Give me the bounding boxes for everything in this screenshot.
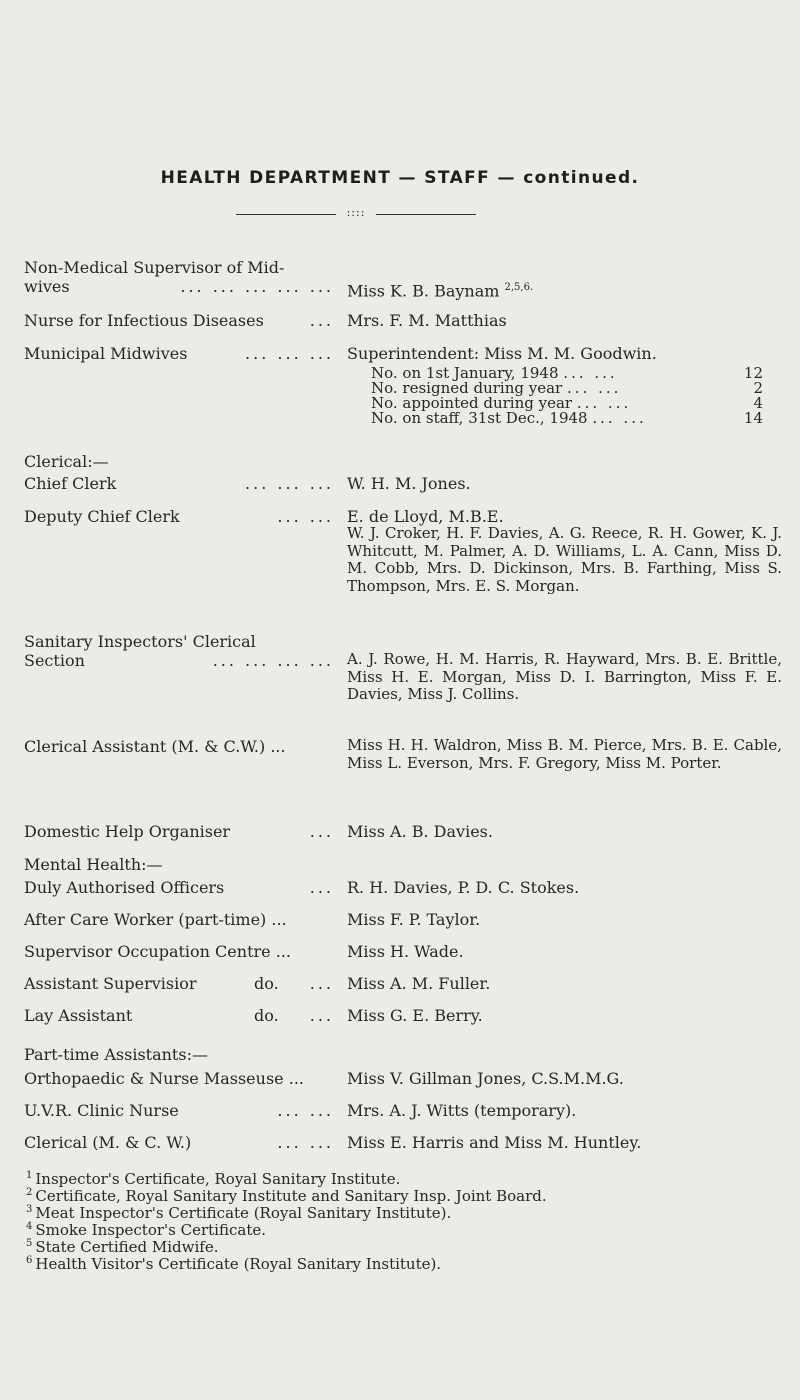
heading-clerical: Clerical:—	[24, 452, 109, 471]
value-authorised-officers: R. H. Davies, P. D. C. Stokes.	[347, 878, 580, 897]
footnote: $^4$ Smoke Inspector's Certificate.	[26, 1221, 266, 1239]
divider-line-right	[376, 214, 476, 215]
label-sanitary-clerical: Sanitary Inspectors' Clerical Section ... ... ... ...	[24, 632, 334, 670]
label-occupation-supervisor: Supervisor Occupation Centre ...	[24, 942, 291, 961]
label-chief-clerk: Chief Clerk ... ... ...	[24, 474, 334, 493]
page-title: HEALTH DEPARTMENT — STAFF — continued.	[160, 168, 640, 188]
label-municipal-midwives: Municipal Midwives ... ... ...	[24, 344, 334, 363]
value-domestic-help: Miss A. B. Davies.	[347, 822, 493, 841]
value-after-care: Miss F. P. Taylor.	[347, 910, 481, 929]
label-after-care: After Care Worker (part-time) ...	[24, 910, 287, 929]
value-clerical-staff: W. J. Croker, H. F. Davies, A. G. Reece, R. H. Gower, K. J. Whitcutt, M. Palmer, A. D. Williams, L. A. Cann, Miss D. M. Cobb, Mrs. D. Dickinson, Mrs. B. Farthing, Miss S. Thompson, Mrs. E. S. Morgan.	[347, 524, 782, 595]
section-divider	[236, 208, 476, 222]
value-assistant-supervisor: Miss A. M. Fuller.	[347, 974, 491, 993]
stat-row: No. on staff, 31st Dec., 1948 ... ... 14	[371, 409, 763, 427]
divider-mark: ::::	[346, 206, 366, 219]
footnote: $^3$ Meat Inspector's Certificate (Royal Sanitary Institute).	[26, 1204, 452, 1222]
value-clerical-mcw: Miss E. Harris and Miss M. Huntley.	[347, 1133, 642, 1152]
stat-row: No. appointed during year ... ... 4	[371, 394, 763, 412]
label-orthopaedic: Orthopaedic & Nurse Masseuse ...	[24, 1069, 304, 1088]
footnote: $^6$ Health Visitor's Certificate (Royal Sanitary Institute).	[26, 1255, 442, 1273]
midwives-stats	[371, 366, 763, 426]
value-sanitary-clerical: A. J. Rowe, H. M. Harris, R. Hayward, Mrs. B. E. Brittle, Miss H. E. Morgan, Miss D. I. Barrington, Miss F. E. Davies, Miss J. Collins.	[347, 650, 782, 703]
heading-mental-health: Mental Health:—	[24, 855, 163, 874]
heading-part-time: Part-time Assistants:—	[24, 1045, 208, 1064]
label-domestic-help: Domestic Help Organiser ...	[24, 822, 334, 841]
value-midwives-supervisor: Miss K. B. Baynam $^{2,5,6.}$	[347, 281, 534, 301]
value-uvr-nurse: Mrs. A. J. Witts (temporary).	[347, 1101, 577, 1120]
stat-row: No. resigned during year ... ... 2	[371, 379, 763, 397]
label-lay-assistant: Lay Assistant do. ...	[24, 1006, 334, 1025]
label-clerical-mcw: Clerical (M. & C. W.) ... ...	[24, 1133, 334, 1152]
label-clerical-assistant: Clerical Assistant (M. & C.W.) ...	[24, 737, 286, 756]
footnote: $^5$ State Certified Midwife.	[26, 1238, 219, 1256]
stat-row: No. on 1st January, 1948 ... ... 12	[371, 364, 763, 382]
value-chief-clerk: W. H. M. Jones.	[347, 474, 471, 493]
label-uvr-nurse: U.V.R. Clinic Nurse ... ...	[24, 1101, 334, 1120]
value-deputy-chief-clerk: E. de Lloyd, M.B.E.	[347, 507, 504, 526]
value-orthopaedic: Miss V. Gillman Jones, C.S.M.M.G.	[347, 1069, 624, 1088]
divider-line-left	[236, 214, 336, 215]
footnote: $^1$ Inspector's Certificate, Royal Sanitary Institute.	[26, 1170, 401, 1188]
label-infectious-nurse: Nurse for Infectious Diseases ...	[24, 311, 334, 330]
value-midwives-superintendent: Superintendent: Miss M. M. Goodwin.	[347, 344, 657, 363]
label-midwives-supervisor: Non-Medical Supervisor of Mid- wives ... ... ... ... ...	[24, 258, 334, 296]
label-authorised-officers: Duly Authorised Officers ...	[24, 878, 334, 897]
label-deputy-chief-clerk: Deputy Chief Clerk ... ...	[24, 507, 334, 526]
footnote: $^2$ Certificate, Royal Sanitary Institute and Sanitary Insp. Joint Board.	[26, 1187, 547, 1205]
value-clerical-assistant: Miss H. H. Waldron, Miss B. M. Pierce, Mrs. B. E. Cable, Miss L. Everson, Mrs. F. Gregory, Miss M. Porter.	[347, 736, 782, 772]
label-assistant-supervisor: Assistant Supervisior do. ...	[24, 974, 334, 993]
value-occupation-supervisor: Miss H. Wade.	[347, 942, 464, 961]
value-lay-assistant: Miss G. E. Berry.	[347, 1006, 483, 1025]
value-infectious-nurse: Mrs. F. M. Matthias	[347, 311, 507, 330]
